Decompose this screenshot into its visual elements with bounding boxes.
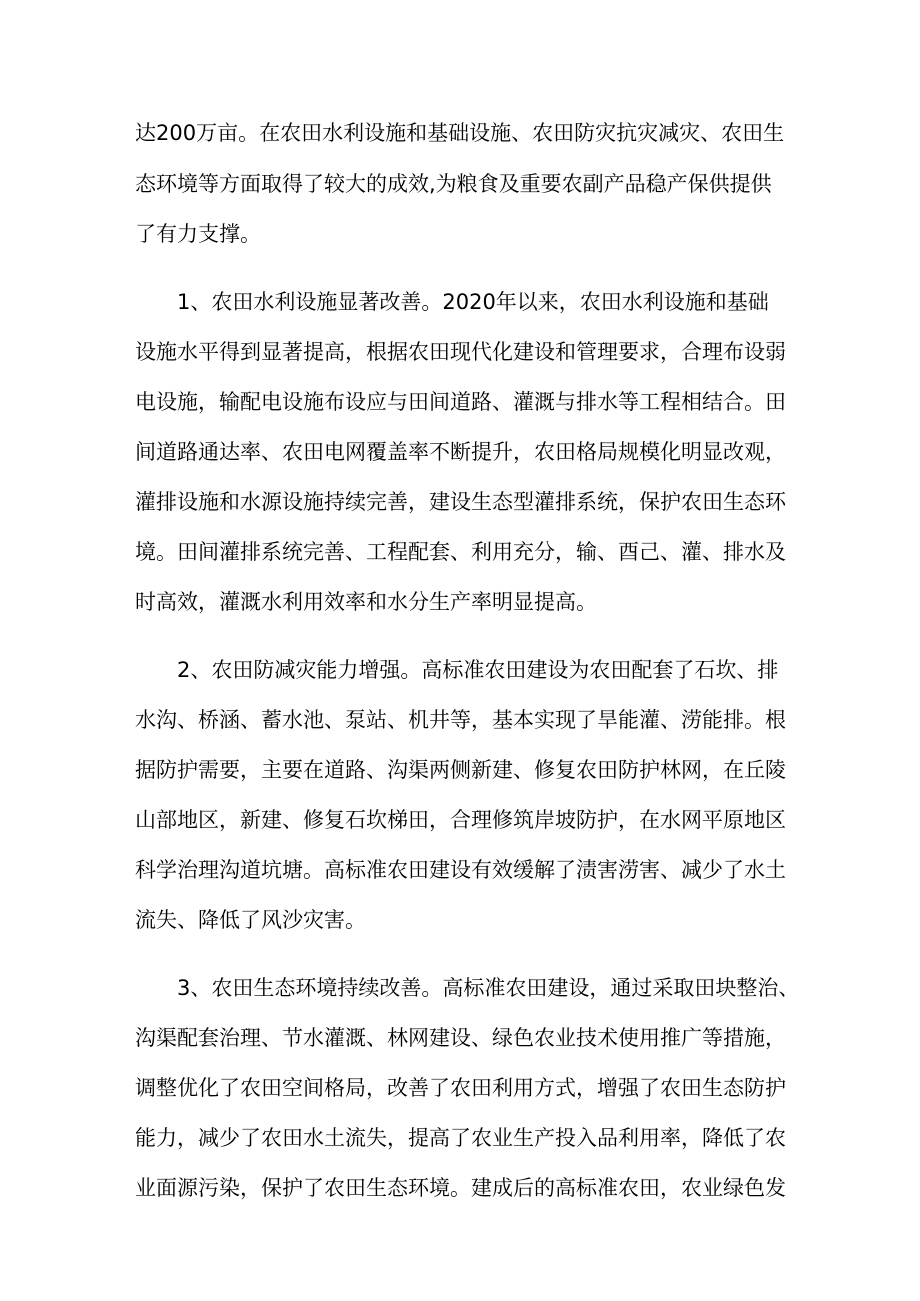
section-3-heading-line: 3、农田生态环境持续改善。高标准农田建设，通过采取田块整治、 (177, 976, 800, 1000)
text-line: 能力，减少了农田水土流失，提高了农业生产投入品利用率，降低了农 (135, 1126, 786, 1150)
text-line: 流失、降低了风沙灾害。 (135, 908, 366, 932)
text-line: 沟渠配套治理、节水灌溉、林网建设、绿色农业技术使用推广等措施， (135, 1026, 786, 1050)
text-line: 业面源污染，保护了农田生态环境。建成后的高标准农田，农业绿色发 (135, 1176, 786, 1200)
text-line: 达200万亩。在农田水利设施和基础设施、农田防灾抗灾减灾、农田生 (135, 121, 785, 145)
section-2-heading-line: 2、农田防减灾能力增强。高标准农田建设为农田配套了石坎、排 (177, 658, 779, 682)
text-line: 时高效，灌溉水利用效率和水分生产率明显提高。 (135, 590, 597, 614)
text-line: 水沟、桥涵、蓄水池、泵站、机井等，基本实现了旱能灌、涝能排。根 (135, 708, 786, 732)
text-line: 电设施，输配电设施布设应与田间道路、灌溉与排水等工程相结合。田 (135, 390, 786, 414)
text-line: 设施水平得到显著提高，根据农田现代化建设和管理要求，合理布设弱 (135, 340, 786, 364)
section-1-heading-line: 1、农田水利设施显著改善。2020年以来，农田水利设施和基础 (177, 290, 769, 314)
text-line: 调整优化了农田空间格局，改善了农田利用方式，增强了农田生态防护 (135, 1076, 786, 1100)
text-line: 境。田间灌排系统完善、工程配套、利用充分，输、酉己、灌、排水及 (135, 540, 786, 564)
text-line: 态环境等方面取得了较大的成效,为粮食及重要农副产品稳产保供提供 (135, 172, 772, 196)
text-line: 了有力支撑。 (135, 222, 261, 246)
text-line: 山部地区，新建、修复石坎梯田，合理修筑岸坡防护，在水网平原地区 (135, 808, 786, 832)
text-line: 据防护需要，主要在道路、沟渠两侧新建、修复农田防护林网，在丘陵 (135, 758, 786, 782)
text-line: 科学治理沟道坑塘。高标准农田建设有效缓解了渍害涝害、减少了水土 (135, 858, 786, 882)
text-line: 灌排设施和水源设施持续完善，建设生态型灌排系统，保护农田生态环 (135, 490, 786, 514)
text-line: 间道路通达率、农田电网覆盖率不断提升，农田格局规模化明显改观， (135, 440, 786, 464)
